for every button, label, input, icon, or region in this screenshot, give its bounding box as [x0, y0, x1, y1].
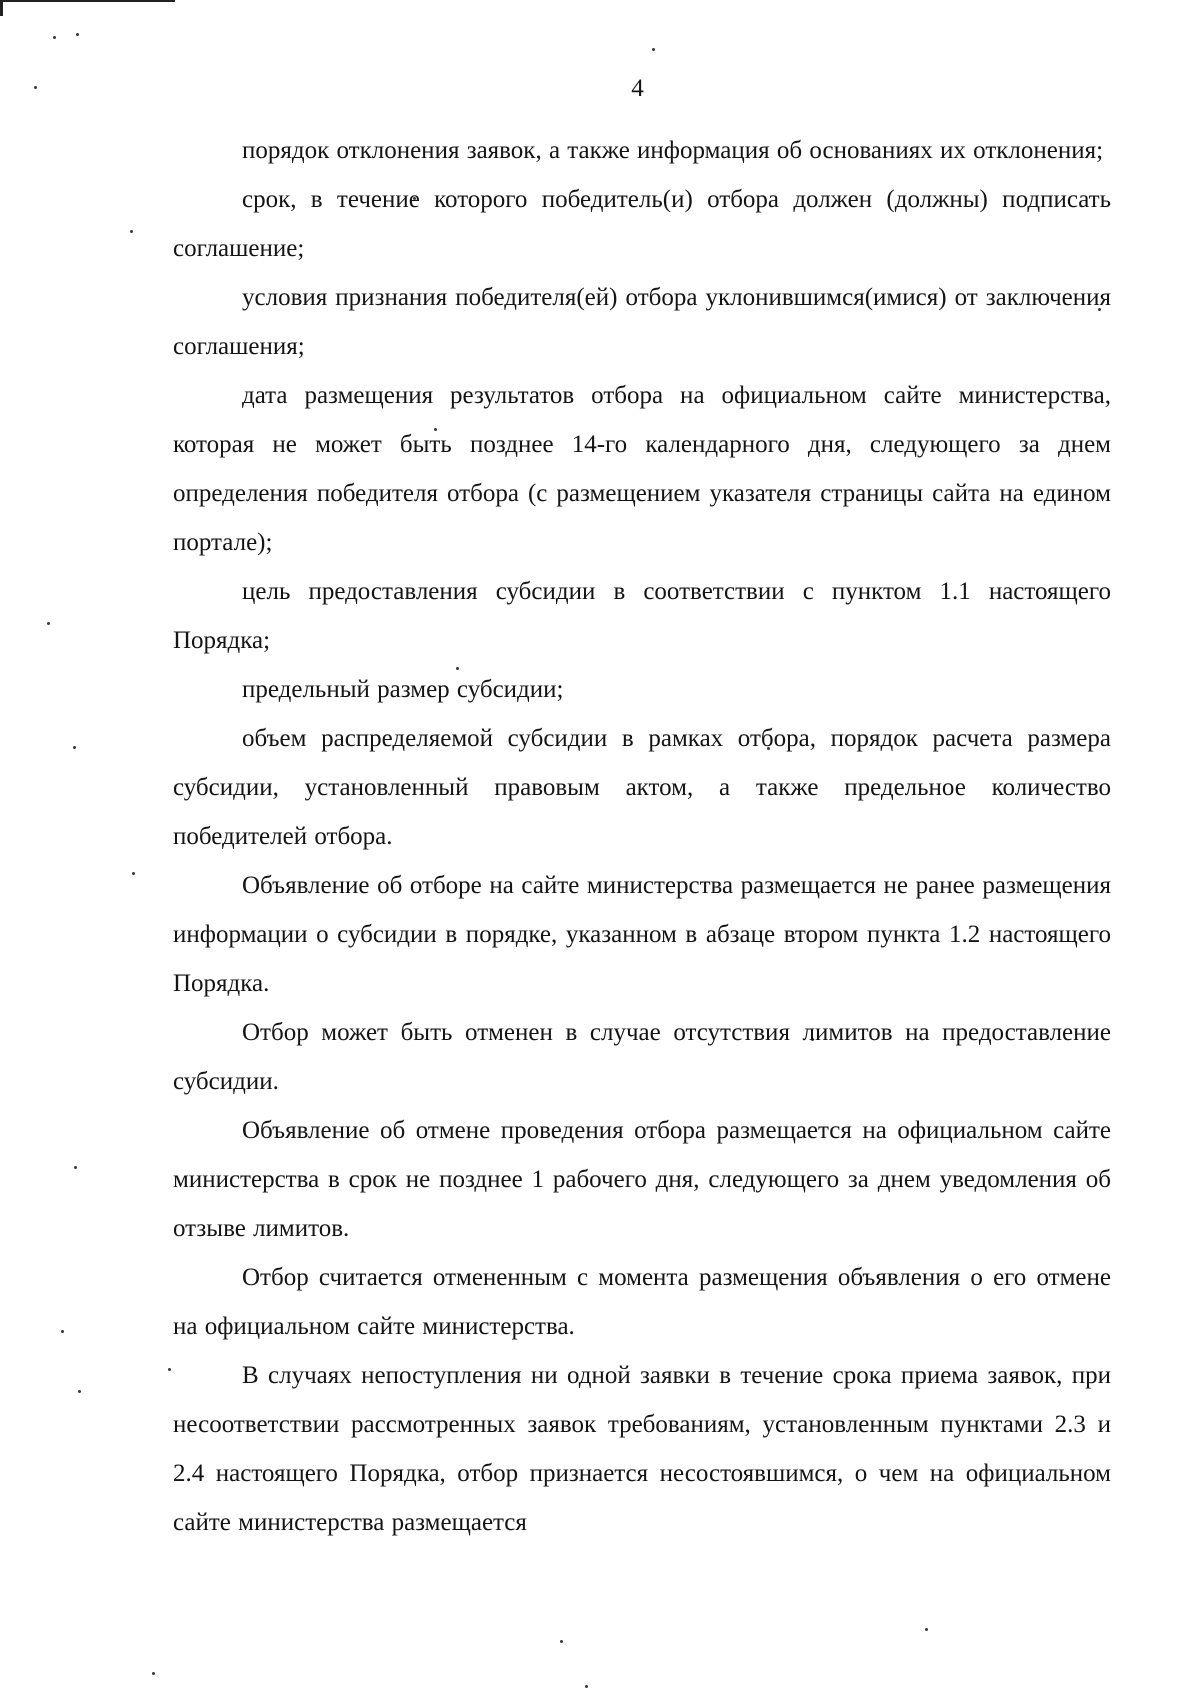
scan-edge-mark — [0, 0, 3, 16]
scan-speck — [132, 872, 135, 875]
scan-speck — [47, 622, 50, 625]
paragraph-subsidy-purpose: цель предоставления субсидии в соответствии с пунктом 1.1 настоящего Порядка; — [173, 578, 1111, 654]
paragraph-rejection-procedure: порядок отклонения заявок, а также информация об основаниях их отклонения; — [242, 137, 1104, 164]
scan-speck — [130, 230, 133, 233]
scan-speck — [925, 1628, 928, 1631]
paragraph-cancellation-announcement: Объявление об отмене проведения отбора размещается на официальном сайте министерства в срок не позднее 1 рабочего дня, следующего за днем уведомления об отзыве лимитов. — [173, 1117, 1111, 1242]
paragraph-cancellation-effective: Отбор считается отмененным с момента размещения объявления о его отмене на официальном сайте министерства. — [173, 1264, 1111, 1340]
paragraph-maximum-subsidy: предельный размер субсидии; — [242, 676, 564, 703]
scan-speck — [585, 1685, 588, 1688]
paragraph-announcement-timing: Объявление об отборе на сайте министерства размещается не ранее размещения информации о субсидии в порядке, указанном в абзаце втором пункта 1.2 настоящего Порядка. — [173, 872, 1111, 997]
scan-speck — [73, 746, 76, 749]
scan-speck — [61, 1330, 64, 1333]
scan-edge-line — [0, 0, 175, 2]
paragraph-subsidy-volume: объем распределяемой субсидии в рамках отбора, порядок расчета размера субсидии, установленный правовым актом, а также предельное количество победителей отбора. — [173, 725, 1111, 850]
paragraph-failed-selection: В случаях непоступления ни одной заявки в течение срока приема заявок, при несоответствии рассмотренных заявок требованиям, установленным пунктами 2.3 и 2.4 настоящего Порядка, отбор признается несостоявшимся, о чем на официальном сайте министерства размещается — [173, 1362, 1111, 1536]
scan-speck — [652, 48, 655, 51]
scan-speck — [168, 1368, 171, 1371]
scan-speck — [74, 1166, 77, 1169]
scan-speck — [53, 36, 56, 39]
scan-speck — [76, 33, 79, 36]
paragraph-results-publication-date: дата размещения результатов отбора на официальном сайте министерства, которая не может быть позднее 14-го календарного дня, следующего за днем определения победителя отбора (с размещением указателя страницы сайта на едином портале); — [173, 382, 1111, 556]
document-body — [173, 126, 1111, 1547]
page-number: 4 — [631, 75, 644, 102]
paragraph-cancellation-condition: Отбор может быть отменен в случае отсутствия лимитов на предоставление субсидии. — [173, 1019, 1111, 1095]
paragraph-evasion-conditions: условия признания победителя(ей) отбора уклонившимся(имися) от заключения соглашения; — [173, 284, 1111, 360]
paragraph-signing-deadline: срок, в течение которого победитель(и) отбора должен (должны) подписать соглашение; — [173, 186, 1111, 262]
scan-speck — [560, 1640, 563, 1643]
scan-speck — [152, 1672, 155, 1675]
scan-speck — [78, 1390, 81, 1393]
